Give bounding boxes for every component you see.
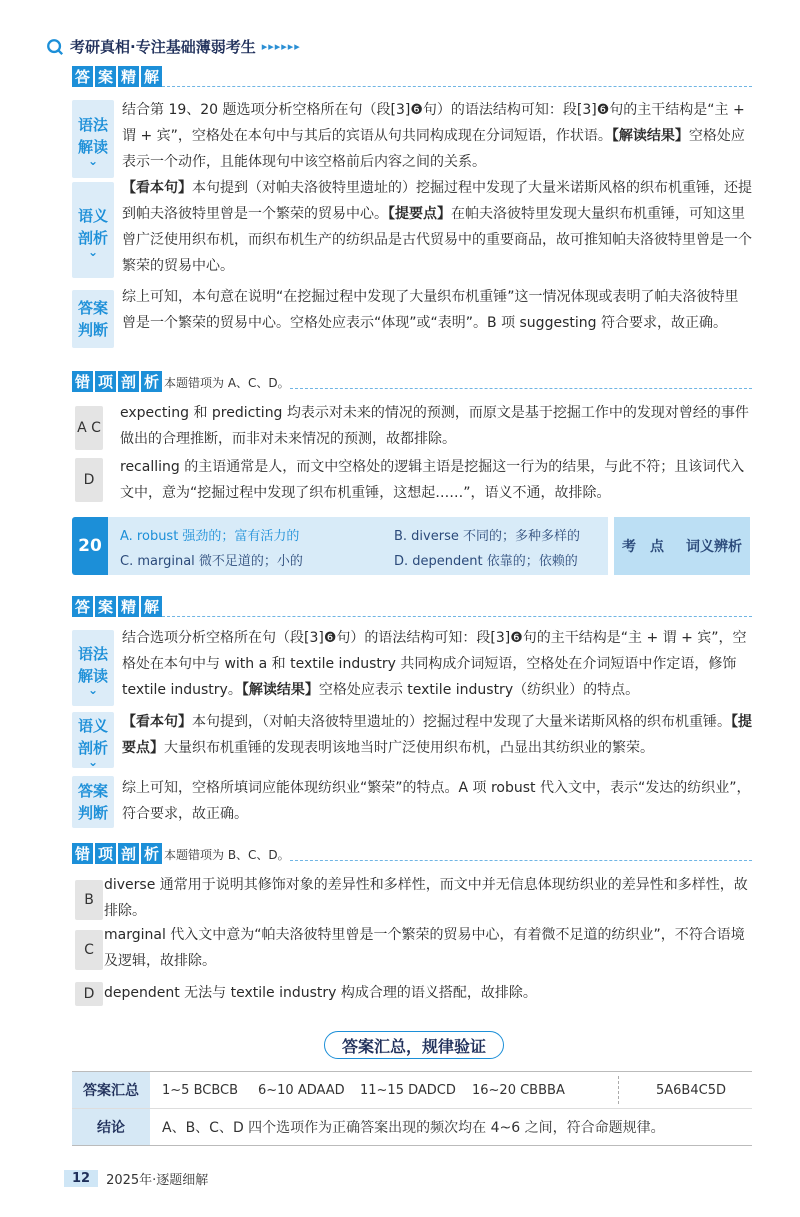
row-head: 结论 — [72, 1109, 150, 1145]
label-judgement: 答案 判断 — [72, 776, 114, 828]
divider — [290, 860, 752, 861]
label-semantic: 语义 剖析 ⌄ — [72, 712, 114, 768]
divider — [290, 388, 752, 389]
answer-cell: 11~15 DADCD — [360, 1082, 456, 1098]
test-point-box — [614, 517, 750, 575]
wrong-text: dependent 无法与 textile industry 构成合理的语义搭配，故排除。 — [104, 985, 537, 1001]
brand-text: 考研真相·专注基础薄弱考生 — [70, 38, 256, 56]
table-row — [72, 1108, 752, 1145]
wrong-note: 本题错项为 A、C、D。 — [164, 376, 290, 390]
wrong-tag: C — [75, 930, 103, 970]
row-head: 答案汇总 — [72, 1072, 150, 1108]
paragraph-judgement: 综上可知，本句意在说明“在挖掘过程中发现了大量织布机重锤”这一情况体现或表明了帕夫洛彼特里曾是一个繁荣的贸易中心。空格处应表示“体现”或“表明”。B 项 suggesting 符合要求，故正确。 — [122, 289, 739, 331]
arrows-icon: ▸▸▸▸▸▸ — [261, 40, 301, 53]
question-number: 20 — [72, 517, 108, 575]
paragraph-semantic: 【看本句】本句提到（对帕夫洛彼特里遗址的）挖掘过程中发现了大量米诺斯风格的织布机重锤，还提到帕夫洛彼特里曾是一个繁荣的贸易中心。【提要点】在帕夫洛彼特里发现大量织布机重锤，可知这里曾广泛使用织布机，而织布机生产的纺织品是古代贸易中的重要商品，故可推知帕夫洛彼特里曾是一个繁荣的贸易中心。 — [122, 180, 752, 274]
section-title-wrong-2: 错 项 剖 析 — [72, 843, 162, 864]
wrong-text: marginal 代入文中意为“帕夫洛彼特里曾是一个繁荣的贸易中心，有着微不足道的纺织业”，不符合语境及逻辑，故排除。 — [104, 927, 745, 969]
divider — [618, 1076, 620, 1104]
paragraph-semantic: 【看本句】本句提到，（对帕夫洛彼特里遗址的）挖掘过程中发现了大量米诺斯风格的织布机重锤。【提要点】大量织布机重锤的发现表明该地当时广泛使用织布机，凸显出其纺织业的繁荣。 — [122, 714, 752, 756]
option-d: D. dependent 依靠的；依赖的 — [394, 554, 578, 569]
book-title: 2025年·逐题细解 — [106, 1173, 209, 1188]
wrong-tag: B — [75, 880, 103, 920]
wrong-tag: D — [75, 982, 103, 1006]
search-q-icon — [46, 38, 64, 56]
paragraph-grammar: 结合第 19、20 题选项分析空格所在句（段[3]❻句）的语法结构可知：段[3]❻句的主干结构是“主 + 谓 + 宾”，空格处在本句中与其后的宾语从句共同构成现在分词短语，作状语。【解读结果】空格处应表示一个动作，且能体现句中该空格前后内容之间的关系。 — [122, 102, 745, 170]
answer-cell: 1~5 BCBCB — [162, 1082, 239, 1098]
wrong-text: expecting 和 predicting 均表示对未来的情况的预测，而原文是基于挖掘工作中的发现对曾经的事件做出的合理推断，而非对未来情况的预测，故都排除。 — [120, 405, 749, 447]
page-number: 12 — [64, 1170, 98, 1187]
divider — [162, 86, 752, 87]
wrong-text: recalling 的主语通常是人，而文中空格处的逻辑主语是挖掘这一行为的结果，与此不符；且该词代入文中，意为“挖掘过程中发现了织布机重锤，这想起……”，语义不通，故排除。 — [120, 459, 745, 501]
test-point-value: 词义辨析 — [686, 539, 742, 555]
answer-cell: 16~20 CBBBA — [472, 1082, 565, 1098]
test-point-label: 考 点 — [622, 539, 664, 555]
label-semantic: 语义 剖析 ⌄ — [72, 182, 114, 278]
label-judgement: 答案 判断 — [72, 290, 114, 348]
option-a: A. robust 强劲的；富有活力的 — [120, 529, 300, 544]
section-title-answer-1: 答 案 精 解 — [72, 66, 162, 87]
paragraph-judgement: 综上可知，空格所填词应能体现纺织业“繁荣”的特点。A 项 robust 代入文中，表示“发达的纺织业”，符合要求，故正确。 — [122, 780, 751, 822]
wrong-note: 本题错项为 B、C、D。 — [164, 848, 290, 862]
section-title-wrong-1: 错 项 剖 析 — [72, 371, 162, 392]
paragraph-grammar: 结合选项分析空格所在句（段[3]❻句）的语法结构可知：段[3]❻句的主干结构是“主 + 谓 + 宾”，空格处在本句中与 with a 和 textile industry 共同构成介词短语，空格处在介词短语中作定语，修饰 textile industry。【解读结果】空格处应表示 textile industry（纺织业）的特点。 — [122, 630, 747, 698]
answer-cell: 6~10 ADAAD — [258, 1082, 345, 1098]
page-footer — [64, 1169, 208, 1188]
option-c: C. marginal 微不足道的；小的 — [120, 554, 303, 569]
option-b: B. diverse 不同的；多种多样的 — [394, 529, 580, 544]
table-row — [72, 1072, 752, 1108]
label-grammar: 语法 解读 ⌄ — [72, 100, 114, 178]
summary-title: 答案汇总，规律验证 — [324, 1031, 504, 1059]
brand-header — [46, 36, 301, 57]
section-title-answer-2: 答 案 精 解 — [72, 596, 162, 617]
conclusion-cell: A、B、C、D 四个选项作为正确答案出现的频次均在 4~6 之间，符合命题规律。 — [162, 1120, 665, 1136]
stats-cell: 5A6B4C5D — [656, 1082, 726, 1098]
question-options — [108, 517, 608, 575]
wrong-tag: D — [75, 458, 103, 502]
summary-table — [72, 1071, 752, 1146]
wrong-text: diverse 通常用于说明其修饰对象的差异性和多样性，而文中并无信息体现纺织业的差异性和多样性，故排除。 — [104, 877, 748, 919]
wrong-tag: A C — [75, 406, 103, 450]
divider — [162, 616, 752, 617]
label-grammar: 语法 解读 ⌄ — [72, 630, 114, 706]
